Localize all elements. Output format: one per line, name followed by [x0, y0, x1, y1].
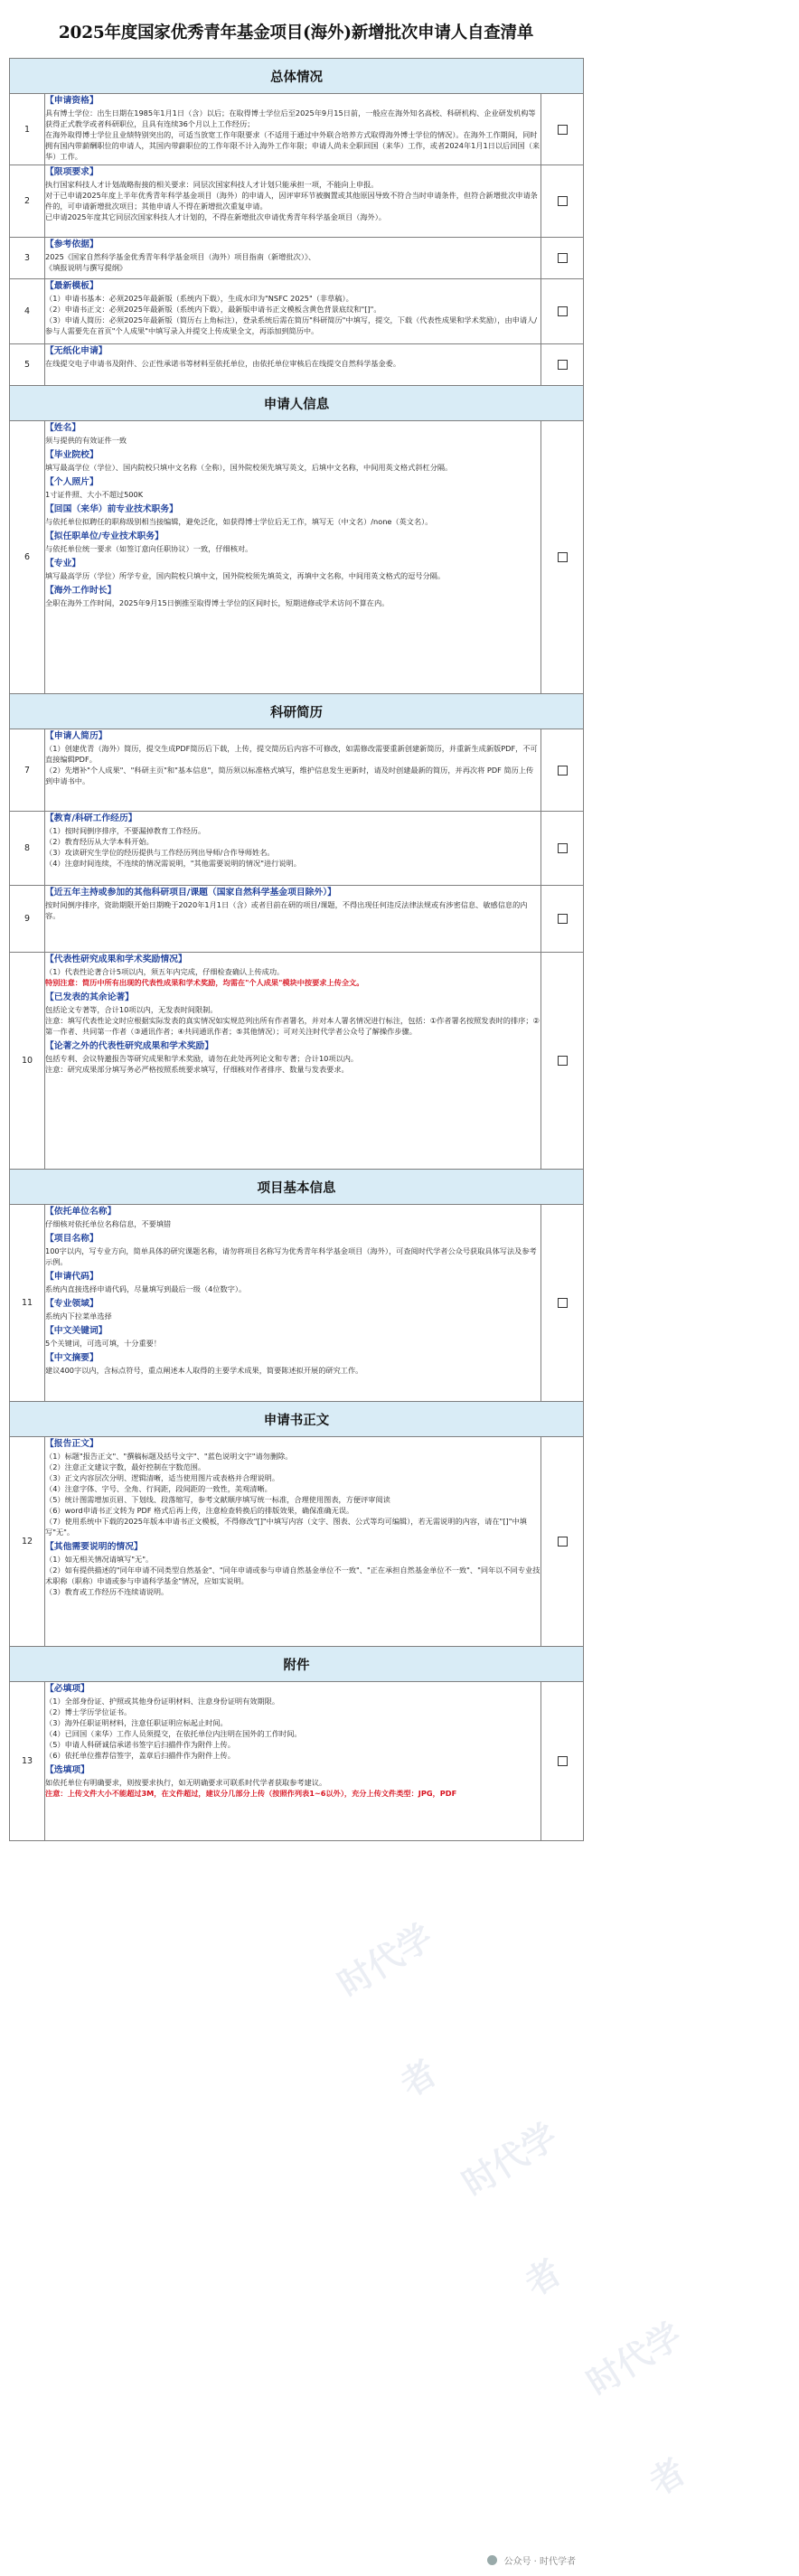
- item-heading: 【选填项】: [45, 1765, 89, 1775]
- item-heading: 【近五年主持或参加的其他科研项目/课题（国家自然科学基金项目除外）】: [45, 888, 336, 898]
- checklist-item: [45, 475, 540, 500]
- item-heading: 【参考依据】: [45, 240, 99, 249]
- row-number: 7: [10, 729, 45, 812]
- item-text: 包括专利、会议特邀报告等研究成果和学术奖励，请勿在此处再列论文和专著；合计10项以内。: [45, 1054, 359, 1063]
- item-text: （2）申请书正文：必须2025年最新版（系统内下载），最新版申请书正文模板含黄色背景底纹和"[]"。: [45, 305, 381, 314]
- row-checkbox-cell: [541, 812, 584, 886]
- checklist-item: [45, 1763, 540, 1799]
- item-text: 《填报说明与撰写提纲》: [45, 263, 127, 272]
- checklist-row: [10, 953, 584, 1170]
- section-title: 申请人信息: [10, 386, 584, 421]
- item-heading: 【依托单位名称】: [45, 1207, 117, 1217]
- item-heading: 【海外工作时长】: [45, 586, 117, 596]
- row-content: [45, 729, 541, 812]
- row-checkbox-cell: [541, 279, 584, 344]
- row-number: 13: [10, 1682, 45, 1841]
- row-checkbox[interactable]: [558, 196, 568, 206]
- item-text: 已申请2025年度其它同层次国家科技人才计划的，不得在新增批次申请优秀青年科学基金项目（海外）。: [45, 212, 386, 221]
- item-text: （4）已回国（来华）工作人员须提交，在依托单位内注明在国外的工作时间。: [45, 1729, 302, 1738]
- row-checkbox-cell: [541, 238, 584, 279]
- checklist-item: [45, 94, 540, 162]
- row-number: 3: [10, 238, 45, 279]
- checklist-table: [9, 58, 584, 1841]
- checklist-row: [10, 812, 584, 886]
- section-header-applicant: [10, 386, 584, 421]
- row-checkbox-cell: [541, 344, 584, 386]
- item-text: 5个关键词，可选可填，十分重要！: [45, 1339, 162, 1348]
- row-content: [45, 1205, 541, 1402]
- item-heading: 【其他需要说明的情况】: [45, 1542, 143, 1552]
- row-content: [45, 1682, 541, 1841]
- checklist-item: [45, 953, 540, 988]
- checklist-item: [45, 584, 540, 608]
- item-text: 具有博士学位：出生日期在1985年1月1日（含）以后；在取得博士学位后至2025年9月15日前，一般应在海外知名高校、科研机构、企业研发机构等获得正式教学或者科研职位，且具有连续36个月以上工作经历；: [45, 108, 536, 128]
- checklist-item: [45, 1232, 540, 1267]
- item-text: 100字以内，写专业方向，简单具体的研究课题名称，请勿将项目名称写为优秀青年科学基金项目（海外），可查阅时代学者公众号获取具体写法及参考示例。: [45, 1246, 537, 1266]
- checklist-item: [45, 448, 540, 473]
- item-text: 系统内下拉菜单选择: [45, 1312, 112, 1321]
- section-title: 总体情况: [10, 59, 584, 94]
- checklist-item: [45, 279, 540, 336]
- section-header-attach: [10, 1647, 584, 1682]
- item-text: （5）统计图需增加页眉、下划线、段落缩写，参考文献顺序填写统一标准，合理使用图表，方便评审阅读: [45, 1495, 390, 1504]
- row-number: 11: [10, 1205, 45, 1402]
- item-text: 与依托单位拟聘任的职称级别相当接编辑，避免泛化，如获得博士学位后无工作，填写无（中文名）/none（英文名）。: [45, 517, 433, 526]
- checklist-item: [45, 165, 540, 222]
- item-text: 全职在海外工作时间，2025年9月15日倒推至取得博士学位的区间时长，短期进修或学术访问不算在内。: [45, 598, 390, 607]
- row-checkbox-cell: [541, 165, 584, 238]
- item-heading: 【代表性研究成果和学术奖励情况】: [45, 954, 187, 964]
- row-checkbox[interactable]: [558, 1056, 568, 1066]
- item-heading: 【报告正文】: [45, 1439, 99, 1449]
- row-content: [45, 812, 541, 886]
- row-content: [45, 886, 541, 953]
- row-content: [45, 165, 541, 238]
- item-text: （3）海外任职证明材料，注意任职证明应标起止时间。: [45, 1718, 228, 1727]
- row-number: 5: [10, 344, 45, 386]
- item-text: （2）先增补"个人成果"、"科研主页"和"基本信息"，简历须以标准格式填写，维护信息发生更新时，请及时创建最新的简历，并再次将 PDF 简历上传到申请书中。: [45, 766, 534, 785]
- row-checkbox[interactable]: [558, 843, 568, 853]
- row-checkbox-cell: [541, 1682, 584, 1841]
- row-number: 6: [10, 421, 45, 694]
- checklist-item: [45, 1540, 540, 1597]
- checklist-item: [45, 1351, 540, 1376]
- row-number: 12: [10, 1437, 45, 1647]
- checklist-item: [45, 1324, 540, 1349]
- row-checkbox-cell: [541, 421, 584, 694]
- item-text: （3）正文内容层次分明、逻辑清晰，适当使用图片或表格并合理说明。: [45, 1473, 280, 1482]
- checklist-item: [45, 729, 540, 786]
- item-text: 填写最高学位（学位）、国内院校只填中文名称（全称），国外院校须先填写英文，后填中文名称，中间用英文格式斜杠分隔。: [45, 463, 453, 472]
- checklist-row: [10, 165, 584, 238]
- item-text: （6）word申请书正文转为 PDF 格式后再上传，注意检查转换后的排版效果，确保准确无误。: [45, 1506, 354, 1515]
- item-heading: 【申请资格】: [45, 96, 99, 106]
- item-heading: 【已发表的其余论著】: [45, 992, 134, 1002]
- row-checkbox[interactable]: [558, 552, 568, 562]
- checklist-row: [10, 1682, 584, 1841]
- checklist-item: [45, 557, 540, 581]
- item-heading: 【中文摘要】: [45, 1353, 99, 1363]
- wechat-icon: [487, 2555, 497, 2565]
- item-text: 2025《国家自然科学基金优秀青年科学基金项目（海外）项目指南（新增批次）》、: [45, 252, 316, 261]
- item-text: （1）全部身份证、护照或其他身份证明材料、注意身份证明有效期限。: [45, 1697, 280, 1706]
- item-text: （2）教育经历从大学本科开始。: [45, 837, 154, 846]
- item-heading: 【最新模板】: [45, 281, 99, 291]
- checklist-item: [45, 1205, 540, 1229]
- item-heading: 【教育/科研工作经历】: [45, 813, 137, 823]
- checklist-item: [45, 344, 540, 369]
- checklist-item: [45, 1682, 540, 1761]
- item-heading: 【申请代码】: [45, 1272, 99, 1282]
- section-title: 项目基本信息: [10, 1170, 584, 1205]
- row-checkbox-cell: [541, 94, 584, 165]
- item-text: （7）使用系统中下载的2025年版本申请书正文模板，不得修改"[]"中填写内容（文字、图表、公式等均可编辑），若无需说明的内容，请在"[]"中填写"无"。: [45, 1517, 527, 1537]
- row-content: [45, 279, 541, 344]
- page-title: 2025年度国家优秀青年基金项目(海外)新增批次申请人自查清单: [58, 24, 534, 42]
- row-checkbox[interactable]: [558, 914, 568, 924]
- row-checkbox[interactable]: [558, 766, 568, 776]
- row-content: [45, 94, 541, 165]
- row-checkbox[interactable]: [558, 253, 568, 263]
- watermark: 时代学者 时代学者 时代学者: [331, 1916, 693, 2504]
- item-heading: 【回国（来华）前专业技术职务】: [45, 504, 178, 514]
- checklist-item: [45, 886, 540, 921]
- item-heading: 【论著之外的代表性研究成果和学术奖励】: [45, 1041, 214, 1051]
- row-checkbox[interactable]: [558, 1537, 568, 1547]
- row-content: [45, 1437, 541, 1647]
- item-text: 与依托单位统一要求（如签订意向任职协议）一致，仔细核对。: [45, 544, 253, 553]
- footer-credit: [487, 2553, 576, 2567]
- item-text: （3）攻读研究生学位的经历提供与工作经历列出导师/合作导师姓名。: [45, 848, 275, 857]
- row-checkbox-cell: [541, 1437, 584, 1647]
- checklist-row: [10, 279, 584, 344]
- item-heading: 【毕业院校】: [45, 450, 99, 460]
- section-title: 科研简历: [10, 694, 584, 729]
- row-checkbox[interactable]: [558, 1298, 568, 1308]
- item-text: 1寸证件照、大小不超过500K: [45, 490, 144, 499]
- row-checkbox[interactable]: [558, 360, 568, 370]
- section-title: 附件: [10, 1647, 584, 1682]
- row-content: [45, 953, 541, 1170]
- row-number: 1: [10, 94, 45, 165]
- item-text: 系统内直接选择申请代码，尽量填写到最后一级（4位数字）。: [45, 1284, 247, 1293]
- item-text: （3）申请人简历：必须2025年最新版（简历右上角标注），登录系统后需在简历"科研简历"中填写，提交，下载（代表性成果和学术奖励），由申请人/参与人需要先在首页"个人成果"中填写录入并提交上传成果全文，再添加到简历中。: [45, 315, 537, 335]
- checklist-item: [45, 503, 540, 527]
- row-number: 2: [10, 165, 45, 238]
- item-heading: 【限项要求】: [45, 167, 99, 177]
- item-text: 注意：上传文件大小不能超过3M，在文件超过，建议分几部分上传（按照作列表1~6以外），充分上传文件类型：JPG，PDF: [45, 1789, 457, 1798]
- row-content: [45, 421, 541, 694]
- row-checkbox[interactable]: [558, 125, 568, 135]
- checklist-row: [10, 729, 584, 812]
- checklist-row: [10, 94, 584, 165]
- checklist-item: [45, 238, 540, 273]
- footer-text: 公众号 · 时代学者: [503, 2557, 576, 2567]
- item-text: 须与提供的有效证件一致: [45, 436, 127, 445]
- checklist-item: [45, 1437, 540, 1537]
- checklist-row: [10, 886, 584, 953]
- checklist-item: [45, 812, 540, 869]
- row-checkbox[interactable]: [558, 1756, 568, 1766]
- checklist-item: [45, 1270, 540, 1294]
- item-text: （1）标题"报告正文"、"撰稿标题及括号文字"、"蓝色说明文字"请勿删除。: [45, 1452, 293, 1461]
- row-number: 4: [10, 279, 45, 344]
- checklist-row: [10, 421, 584, 694]
- item-heading: 【项目名称】: [45, 1234, 99, 1244]
- item-heading: 【专业】: [45, 559, 81, 569]
- row-number: 8: [10, 812, 45, 886]
- item-heading: 【个人照片】: [45, 477, 99, 487]
- checklist-item: [45, 421, 540, 446]
- item-text: （1）按时间倒序排序，不要漏掉教育工作经历。: [45, 826, 206, 835]
- item-text: （1）申请书基本：必须2025年最新版（系统内下载），生成水印为"NSFC 2025"（非草稿）。: [45, 294, 353, 303]
- section-header-overview: [10, 59, 584, 94]
- item-text: 注意：填写代表性论文时应根据实际发表的真实情况如实规范列出所有作者署名，并对本人署名情况进行标注，包括：①作者署名按照发表时的排序；②第一作者、共同第一作者（③通讯作者；④共同通讯作者；⑤其他情况）；可对关注时代学者公众号了解操作步骤。: [45, 1016, 540, 1036]
- item-heading: 【专业领域】: [45, 1299, 99, 1309]
- section-header-research: [10, 694, 584, 729]
- section-header-body: [10, 1402, 584, 1437]
- checklist-row: [10, 1437, 584, 1647]
- item-text: 仔细核对依托单位名称信息，不要填错: [45, 1219, 172, 1228]
- item-text: 包括论文专著等，合计10项以内，无发表时间限制。: [45, 1005, 218, 1014]
- checklist-item: [45, 1039, 540, 1075]
- item-text: （1）创建优青（海外）简历，提交生成PDF简历后下载，上传，提交简历后内容不可修改，如需修改需要重新创建新简历，并重新生成新版PDF，不可直接编辑PDF。: [45, 744, 538, 764]
- checklist-row: [10, 238, 584, 279]
- row-checkbox-cell: [541, 886, 584, 953]
- checklist-item: [45, 530, 540, 554]
- item-text: 如依托单位有明确要求，则按要求执行，如无明确要求可联系时代学者获取参考建议。: [45, 1778, 327, 1787]
- item-text: （1）如无相关情况请填写"无"。: [45, 1555, 154, 1564]
- checklist-item: [45, 991, 540, 1037]
- item-text: 特别注意：简历中所有出现的代表性成果和学术奖励，均需在"个人成果"模块中按要求上传全文。: [45, 978, 364, 987]
- checklist-body: [10, 59, 584, 1841]
- item-heading: 【姓名】: [45, 423, 81, 433]
- item-heading: 【中文关键词】: [45, 1326, 108, 1336]
- item-text: （2）如有提供描述的"同年申请不同类型自然基金"、"同年申请或参与申请自然基金单位不一致"、"正在承担自然基金单位不一致"、"同年以不同专业技术职称（职称）申请或参与申请科学基金"情况，应如实说明。: [45, 1565, 540, 1585]
- row-content: [45, 344, 541, 386]
- item-text: （2）博士学历学位证书。: [45, 1707, 132, 1716]
- checklist-item: [45, 1297, 540, 1321]
- item-text: 执行国家科技人才计划战略衔接的相关要求：同层次国家科技人才计划只能承担一项，不能向上申报。: [45, 180, 379, 189]
- item-text: 按时间倒序排序，资助期限开始日期晚于2020年1月1日（含）或者目前在研的项目/课题，不得出现任何违反法律法规或有涉密信息、敏感信息的内容。: [45, 900, 528, 920]
- row-content: [45, 238, 541, 279]
- checklist-page: [9, 9, 693, 2567]
- row-checkbox-cell: [541, 729, 584, 812]
- item-text: （6）依托单位推荐信签字，盖章后扫描件作为附件上传。: [45, 1751, 235, 1760]
- item-heading: 【必填项】: [45, 1684, 89, 1694]
- item-text: 建议400字以内，含标点符号，重点阐述本人取得的主要学术成果，简要陈述拟开展的研究工作。: [45, 1366, 363, 1375]
- section-title: 申请书正文: [10, 1402, 584, 1437]
- section-header-project: [10, 1170, 584, 1205]
- item-text: 对于已申请2025年度上半年优秀青年科学基金项目（海外）的申请人，因评审环节被搁置或其他原因导致不符合当时申请条件，但符合新增批次申请条件的，可申请新增批次项目；其他申请人不得在新增批次重复申请。: [45, 191, 538, 211]
- item-text: （3）教育或工作经历不连续请说明。: [45, 1587, 169, 1596]
- checklist-row: [10, 1205, 584, 1402]
- row-checkbox[interactable]: [558, 306, 568, 316]
- item-heading: 【拟任职单位/专业技术职务】: [45, 531, 164, 541]
- item-text: 在海外取得博士学位且业绩特别突出的，可适当放宽工作年限要求（不适用于通过中外联合培养方式取得海外博士学位的情况）。在海外工作期间，同时拥有国内带薪酬职位的申请人，其国内带薪职位的工作年限不计入海外工作年限；申请人尚未全职回国（来华）工作，或者2024年1月1日以后回国（来华）工作。: [45, 130, 540, 161]
- item-text: 注意：研究成果部分填写务必严格按照系统要求填写，仔细核对作者排序、数量与发表要求。: [45, 1065, 349, 1074]
- item-text: （4）注意时间连续，不连续的情况需说明，"其他需要说明的情况"进行说明。: [45, 859, 301, 868]
- item-text: 填写最高学历（学位）所学专业，国内院校只填中文，国外院校须先填英文，再填中文名称，中间用英文格式的逗号分隔。: [45, 571, 446, 580]
- row-number: 9: [10, 886, 45, 953]
- row-checkbox-cell: [541, 1205, 584, 1402]
- row-checkbox-cell: [541, 953, 584, 1170]
- item-text: （2）注意正文建议字数，最好控制在字数范围。: [45, 1462, 206, 1471]
- row-number: 10: [10, 953, 45, 1170]
- item-text: （1）代表性论著合计5项以内，须五年内完成，仔细检查确认上传成功。: [45, 967, 285, 976]
- item-heading: 【申请人简历】: [45, 731, 108, 741]
- checklist-row: [10, 344, 584, 386]
- item-text: （5）申请人科研诚信承诺书签字后扫描件作为附件上传。: [45, 1740, 235, 1749]
- item-heading: 【无纸化申请】: [45, 346, 108, 356]
- item-text: 在线提交电子申请书及附件、公正性承诺书等材料至依托单位，由依托单位审核后在线提交自然科学基金委。: [45, 359, 401, 368]
- item-text: （4）注意字体、字号、全角、行间距，段间距的一致性，美观清晰。: [45, 1484, 272, 1493]
